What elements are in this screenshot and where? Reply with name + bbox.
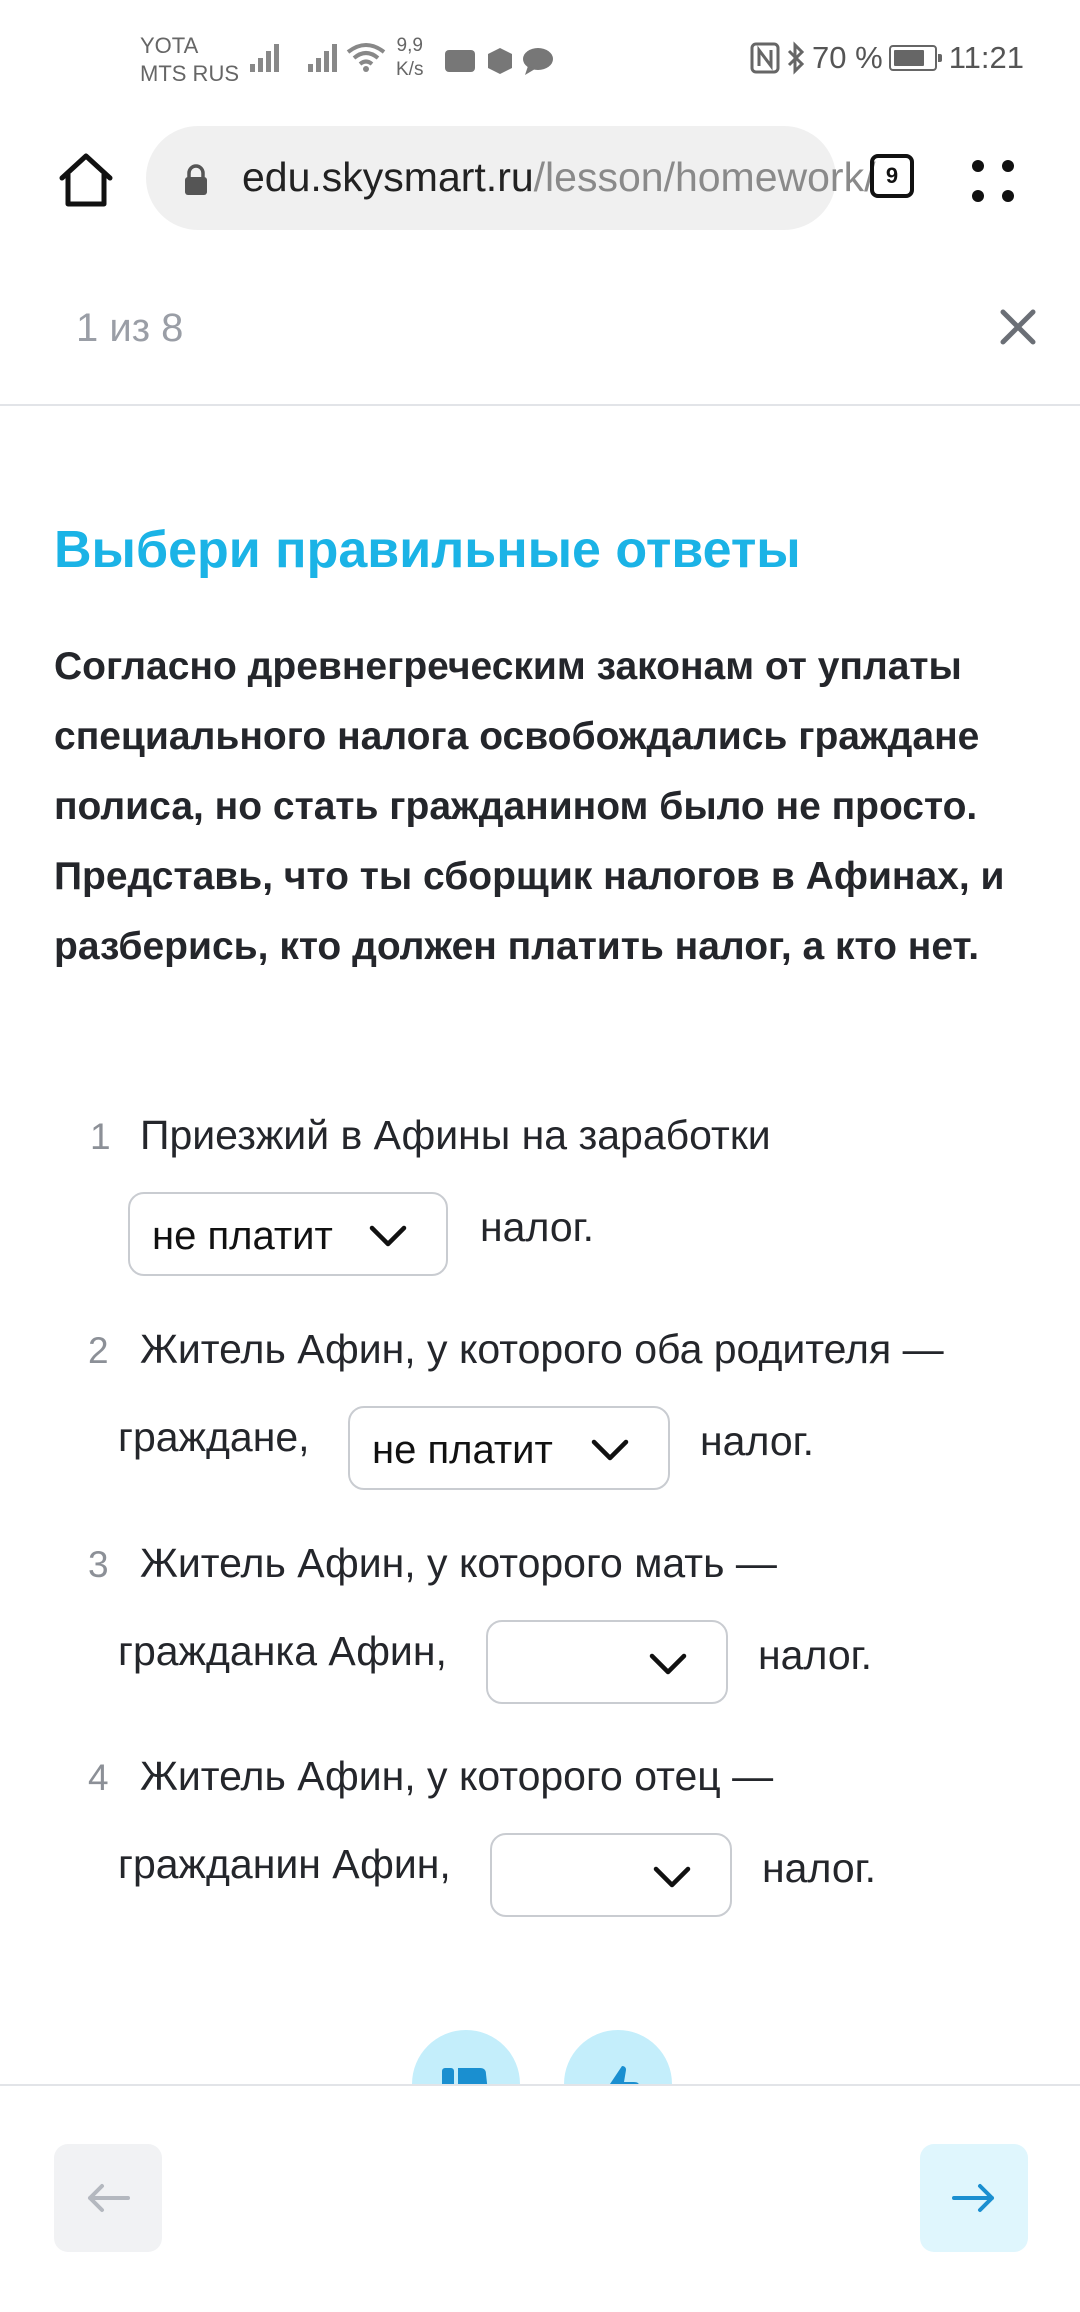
- carrier-1: YOTA: [140, 33, 199, 58]
- status-right: [750, 40, 1024, 76]
- close-icon[interactable]: [997, 306, 1039, 348]
- chevron-down-icon: [652, 1865, 692, 1889]
- battery-percent: 70 %: [812, 40, 883, 75]
- chevron-down-icon: [368, 1224, 408, 1248]
- app-notification-icon: [444, 46, 476, 74]
- next-button[interactable]: [920, 2144, 1028, 2252]
- browser-toolbar: [0, 120, 1080, 235]
- task-description: Согласно древнегреческим законам от уплаты специального налога освобождались граждане полиса, но стать гражданином было не просто. Представь, что ты сборщик налогов в Афинах, и разберись, кто должен платить налог, а кто нет.: [54, 645, 1005, 968]
- wifi-icon: [346, 42, 386, 72]
- lock-icon: [184, 164, 208, 196]
- lesson-header: [0, 270, 1080, 406]
- question-suffix: налог.: [700, 1418, 814, 1464]
- url-text: [242, 154, 875, 201]
- question-text: Житель Афин, у которого оба родителя —: [140, 1326, 944, 1372]
- nfc-icon: [750, 42, 780, 74]
- question-number: 2: [88, 1330, 109, 1371]
- answer-dropdown[interactable]: [128, 1192, 448, 1276]
- battery-icon: [889, 45, 937, 71]
- signal-icon: [306, 44, 338, 72]
- question-number: 3: [88, 1544, 109, 1585]
- question-text: Житель Афин, у которого мать —: [140, 1540, 777, 1586]
- previous-button[interactable]: [54, 2144, 162, 2252]
- lesson-progress: 1 из 8: [76, 306, 184, 350]
- status-bar: [0, 0, 1080, 120]
- question-suffix: налог.: [758, 1632, 872, 1678]
- question-suffix: налог.: [762, 1845, 876, 1891]
- question-text-cont: гражданка Афин,: [118, 1628, 447, 1674]
- home-icon[interactable]: [56, 152, 116, 208]
- answer-dropdown[interactable]: [486, 1620, 728, 1704]
- question-text-cont: гражданин Афин,: [118, 1841, 451, 1887]
- bottom-navigation: [0, 2084, 1080, 2312]
- question-text-cont: граждане,: [118, 1414, 310, 1460]
- task-title: Выбери правильные ответы: [54, 521, 801, 579]
- dropdown-value: не платит: [372, 1428, 553, 1472]
- bluetooth-icon: [786, 42, 806, 74]
- network-speed: 9,9 K/s: [396, 35, 424, 80]
- more-vertical-icon[interactable]: [968, 156, 1018, 206]
- question-number: 1: [90, 1116, 111, 1157]
- url-path: /lesson/homework/: [533, 154, 876, 200]
- signal-icon: [248, 44, 280, 72]
- arrow-right-icon: [950, 2182, 998, 2214]
- carrier-2: MTS RUS: [140, 61, 239, 86]
- url-domain: edu.skysmart.ru: [242, 154, 534, 200]
- clock: 11:21: [948, 40, 1024, 75]
- arrow-left-icon: [84, 2182, 132, 2214]
- carrier-info: [140, 32, 239, 88]
- chevron-down-icon: [590, 1438, 630, 1462]
- question-number: 4: [88, 1757, 109, 1798]
- message-icon: [522, 46, 554, 76]
- app-notification-icon: [486, 46, 514, 76]
- answer-dropdown[interactable]: [348, 1406, 670, 1490]
- question-text: Житель Афин, у которого отец —: [140, 1753, 774, 1799]
- chevron-down-icon: [648, 1652, 688, 1676]
- tab-switcher-button[interactable]: 9: [870, 154, 914, 198]
- dropdown-value: не платит: [152, 1214, 333, 1258]
- answer-dropdown[interactable]: [490, 1833, 732, 1917]
- question-text: Приезжий в Афины на заработки: [140, 1112, 771, 1158]
- address-bar[interactable]: [146, 126, 876, 230]
- question-suffix: налог.: [480, 1204, 594, 1250]
